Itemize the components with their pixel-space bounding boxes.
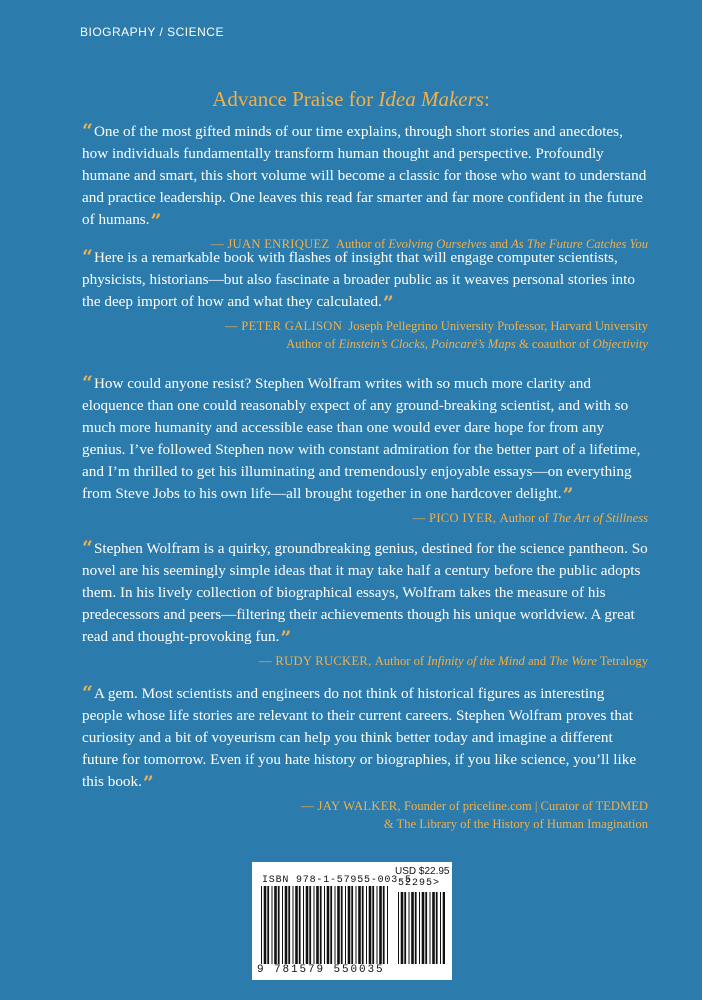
praise-quote: Here is a remarkable book with flashes of insight that will engage computer scientists, physicists, historians—but also fascinate a broader public as it weaves personal stories into the deep import of how and what they calculated. bbox=[82, 249, 635, 310]
barcode-bar bbox=[436, 892, 438, 964]
open-quote-mark: “ bbox=[82, 120, 93, 142]
price-addon-code: 52295> bbox=[398, 878, 441, 889]
isbn-number: ISBN 978-1-57955-003-5 bbox=[262, 875, 412, 886]
barcode-bar bbox=[366, 886, 367, 964]
barcode-bar bbox=[422, 892, 425, 964]
endorser-name: — RUDY RUCKER, bbox=[259, 654, 372, 668]
barcode-bar bbox=[272, 886, 273, 964]
open-quote-mark: “ bbox=[82, 372, 93, 394]
barcode-bar bbox=[341, 886, 343, 964]
close-quote-mark: ” bbox=[382, 292, 394, 314]
barcode-bar bbox=[398, 892, 399, 964]
barcode-bar bbox=[356, 886, 357, 964]
barcode-bar bbox=[274, 886, 277, 964]
price-label: USD $22.95 bbox=[395, 866, 450, 877]
addon-barcode-bars bbox=[397, 892, 445, 964]
isbn-barcode bbox=[252, 862, 452, 980]
praise-block bbox=[82, 538, 648, 670]
attribution-line bbox=[82, 797, 648, 815]
close-quote-mark: ” bbox=[150, 210, 162, 232]
barcode-bar bbox=[299, 886, 301, 964]
barcode-bar bbox=[330, 886, 332, 964]
endorser-name: — JAY WALKER, bbox=[301, 799, 401, 813]
endorser-credit: Author of Einstein’s Clocks, Poincaré’s Maps & coauthor of Objectivity bbox=[286, 337, 648, 351]
barcode-bar bbox=[443, 892, 445, 964]
barcode-bar bbox=[306, 886, 309, 964]
barcode-bar bbox=[267, 886, 269, 964]
attribution-line bbox=[82, 815, 648, 833]
barcode-bar bbox=[432, 892, 435, 964]
attribution-line bbox=[82, 509, 648, 527]
barcode-bar bbox=[345, 886, 346, 964]
barcode-bar bbox=[314, 886, 315, 964]
barcode-bar bbox=[369, 886, 372, 964]
barcode-bar bbox=[309, 886, 311, 964]
endorser-credit: Joseph Pellegrino University Professor, Harvard University bbox=[348, 319, 648, 333]
endorser-name: — PICO IYER, bbox=[412, 511, 497, 525]
barcode-bar bbox=[387, 886, 388, 964]
barcode-bar bbox=[401, 892, 404, 964]
barcode-bar bbox=[348, 886, 351, 964]
barcode-bar bbox=[419, 892, 420, 964]
close-quote-mark: ” bbox=[142, 772, 154, 794]
barcode-bar bbox=[278, 886, 280, 964]
open-quote-mark: “ bbox=[82, 537, 93, 559]
praise-attribution bbox=[82, 652, 648, 670]
praise-quote: A gem. Most scientists and engineers do not think of historical figures as interesting people whose life stories are relevant to their current careers. Stephen Wolfram proves that curiosity and a bit of voyeurism can help you think better today and imagine a different future for tomorrow. Even if you hate history or biographies, if you like science, you’ll like this book. bbox=[82, 685, 637, 790]
barcode-bar bbox=[379, 886, 382, 964]
barcode-bar bbox=[351, 886, 353, 964]
barcode-bar bbox=[327, 886, 330, 964]
praise-block bbox=[82, 373, 648, 527]
credited-work-title: Infinity of the Mind bbox=[427, 654, 525, 668]
barcode-bar bbox=[440, 892, 441, 964]
barcode-bar bbox=[316, 886, 319, 964]
praise-quote: Stephen Wolfram is a quirky, groundbreaking genius, destined for the science pantheon. So novel are his seemingly simple ideas that it may take half a century before the public adopts them. In his lively collection of biographical essays, Wolfram takes the measure of his predecessors and peers—filtering their achievements though his unique worldview. A great read and thought-provoking fun. bbox=[82, 540, 648, 645]
credited-work-title: Objectivity bbox=[592, 337, 648, 351]
close-quote-mark: ” bbox=[280, 627, 292, 649]
attribution-line bbox=[82, 317, 648, 335]
praise-attribution bbox=[82, 509, 648, 527]
barcode-bar bbox=[362, 886, 364, 964]
barcode-bar bbox=[425, 892, 427, 964]
barcode-bar bbox=[282, 886, 283, 964]
close-quote-mark: ” bbox=[562, 484, 574, 506]
barcode-bar bbox=[285, 886, 288, 964]
heading-suffix: : bbox=[483, 87, 490, 111]
barcode-bar bbox=[288, 886, 290, 964]
praise-block bbox=[82, 683, 648, 833]
barcode-bar bbox=[411, 892, 414, 964]
heading-prefix: Advance Praise for bbox=[212, 87, 379, 111]
praise-heading bbox=[0, 87, 702, 112]
barcode-bar bbox=[264, 886, 267, 964]
barcode-bar bbox=[337, 886, 340, 964]
open-quote-mark: “ bbox=[82, 246, 93, 268]
barcode-bar bbox=[320, 886, 322, 964]
endorser-name: — PETER GALISON bbox=[224, 319, 343, 333]
credited-work-title: The Ware bbox=[549, 654, 597, 668]
endorser-credit: & The Library of the History of Human Imagination bbox=[383, 817, 648, 831]
credited-work-title: As The Future Catches You bbox=[511, 237, 648, 251]
barcode-bar bbox=[430, 892, 431, 964]
barcode-bar bbox=[377, 886, 378, 964]
praise-attribution bbox=[82, 317, 648, 353]
endorser-credit: Founder of priceline.com | Curator of TEDMED bbox=[404, 799, 648, 813]
category-label: BIOGRAPHY / SCIENCE bbox=[80, 25, 224, 39]
barcode-bar bbox=[261, 886, 262, 964]
heading-book-title: Idea Makers bbox=[378, 87, 484, 111]
praise-block bbox=[82, 121, 648, 253]
credited-work-title: Evolving Ourselves bbox=[388, 237, 487, 251]
barcode-bar bbox=[358, 886, 361, 964]
ean-digits: 9 781579 550035 bbox=[257, 964, 385, 976]
endorser-credit: Author of Evolving Ourselves and As The Future Catches You bbox=[335, 237, 648, 251]
credited-work-title: The Art of Stillness bbox=[552, 511, 648, 525]
ean-barcode-bars bbox=[260, 886, 390, 964]
barcode-bar bbox=[303, 886, 304, 964]
barcode-bar bbox=[383, 886, 385, 964]
attribution-line bbox=[82, 652, 648, 670]
barcode-bar bbox=[404, 892, 406, 964]
credited-work-title: Einstein’s Clocks, Poincaré’s Maps bbox=[338, 337, 516, 351]
barcode-bar bbox=[335, 886, 336, 964]
endorser-name: — JUAN ENRIQUEZ bbox=[211, 237, 330, 251]
barcode-bar bbox=[293, 886, 294, 964]
praise-attribution bbox=[82, 797, 648, 833]
praise-block bbox=[82, 247, 648, 353]
praise-quote: How could anyone resist? Stephen Wolfram writes with so much more clarity and eloquence than one could reasonably expect of any ground-breaking scientist, and with so much more humanity and accessible ease than one would ever dare hope for from any genius. I’ve followed Stephen now with constant admiration for the better part of a lifetime, and I’m thrilled to get his illuminating and tremendously enjoyable essays—on everything from Steve Jobs to his own life—all brought together in one hardcover delight. bbox=[82, 375, 641, 502]
barcode-bar bbox=[409, 892, 410, 964]
barcode-bar bbox=[295, 886, 298, 964]
barcode-bar bbox=[372, 886, 374, 964]
praise-quote: One of the most gifted minds of our time explains, through short stories and anecdotes, how individuals fundamentally transform human thought and perspective. Profoundly humane and smart, this short volume will become a classic for those who want to understand and practice leadership. One leaves this read far smarter and far more confident in the future of humans. bbox=[82, 123, 647, 228]
open-quote-mark: “ bbox=[82, 682, 93, 704]
barcode-bar bbox=[324, 886, 325, 964]
endorser-credit: Author of The Art of Stillness bbox=[499, 511, 648, 525]
endorser-credit: Author of Infinity of the Mind and The Ware Tetralogy bbox=[374, 654, 648, 668]
attribution-line bbox=[82, 335, 648, 353]
barcode-bar bbox=[415, 892, 417, 964]
